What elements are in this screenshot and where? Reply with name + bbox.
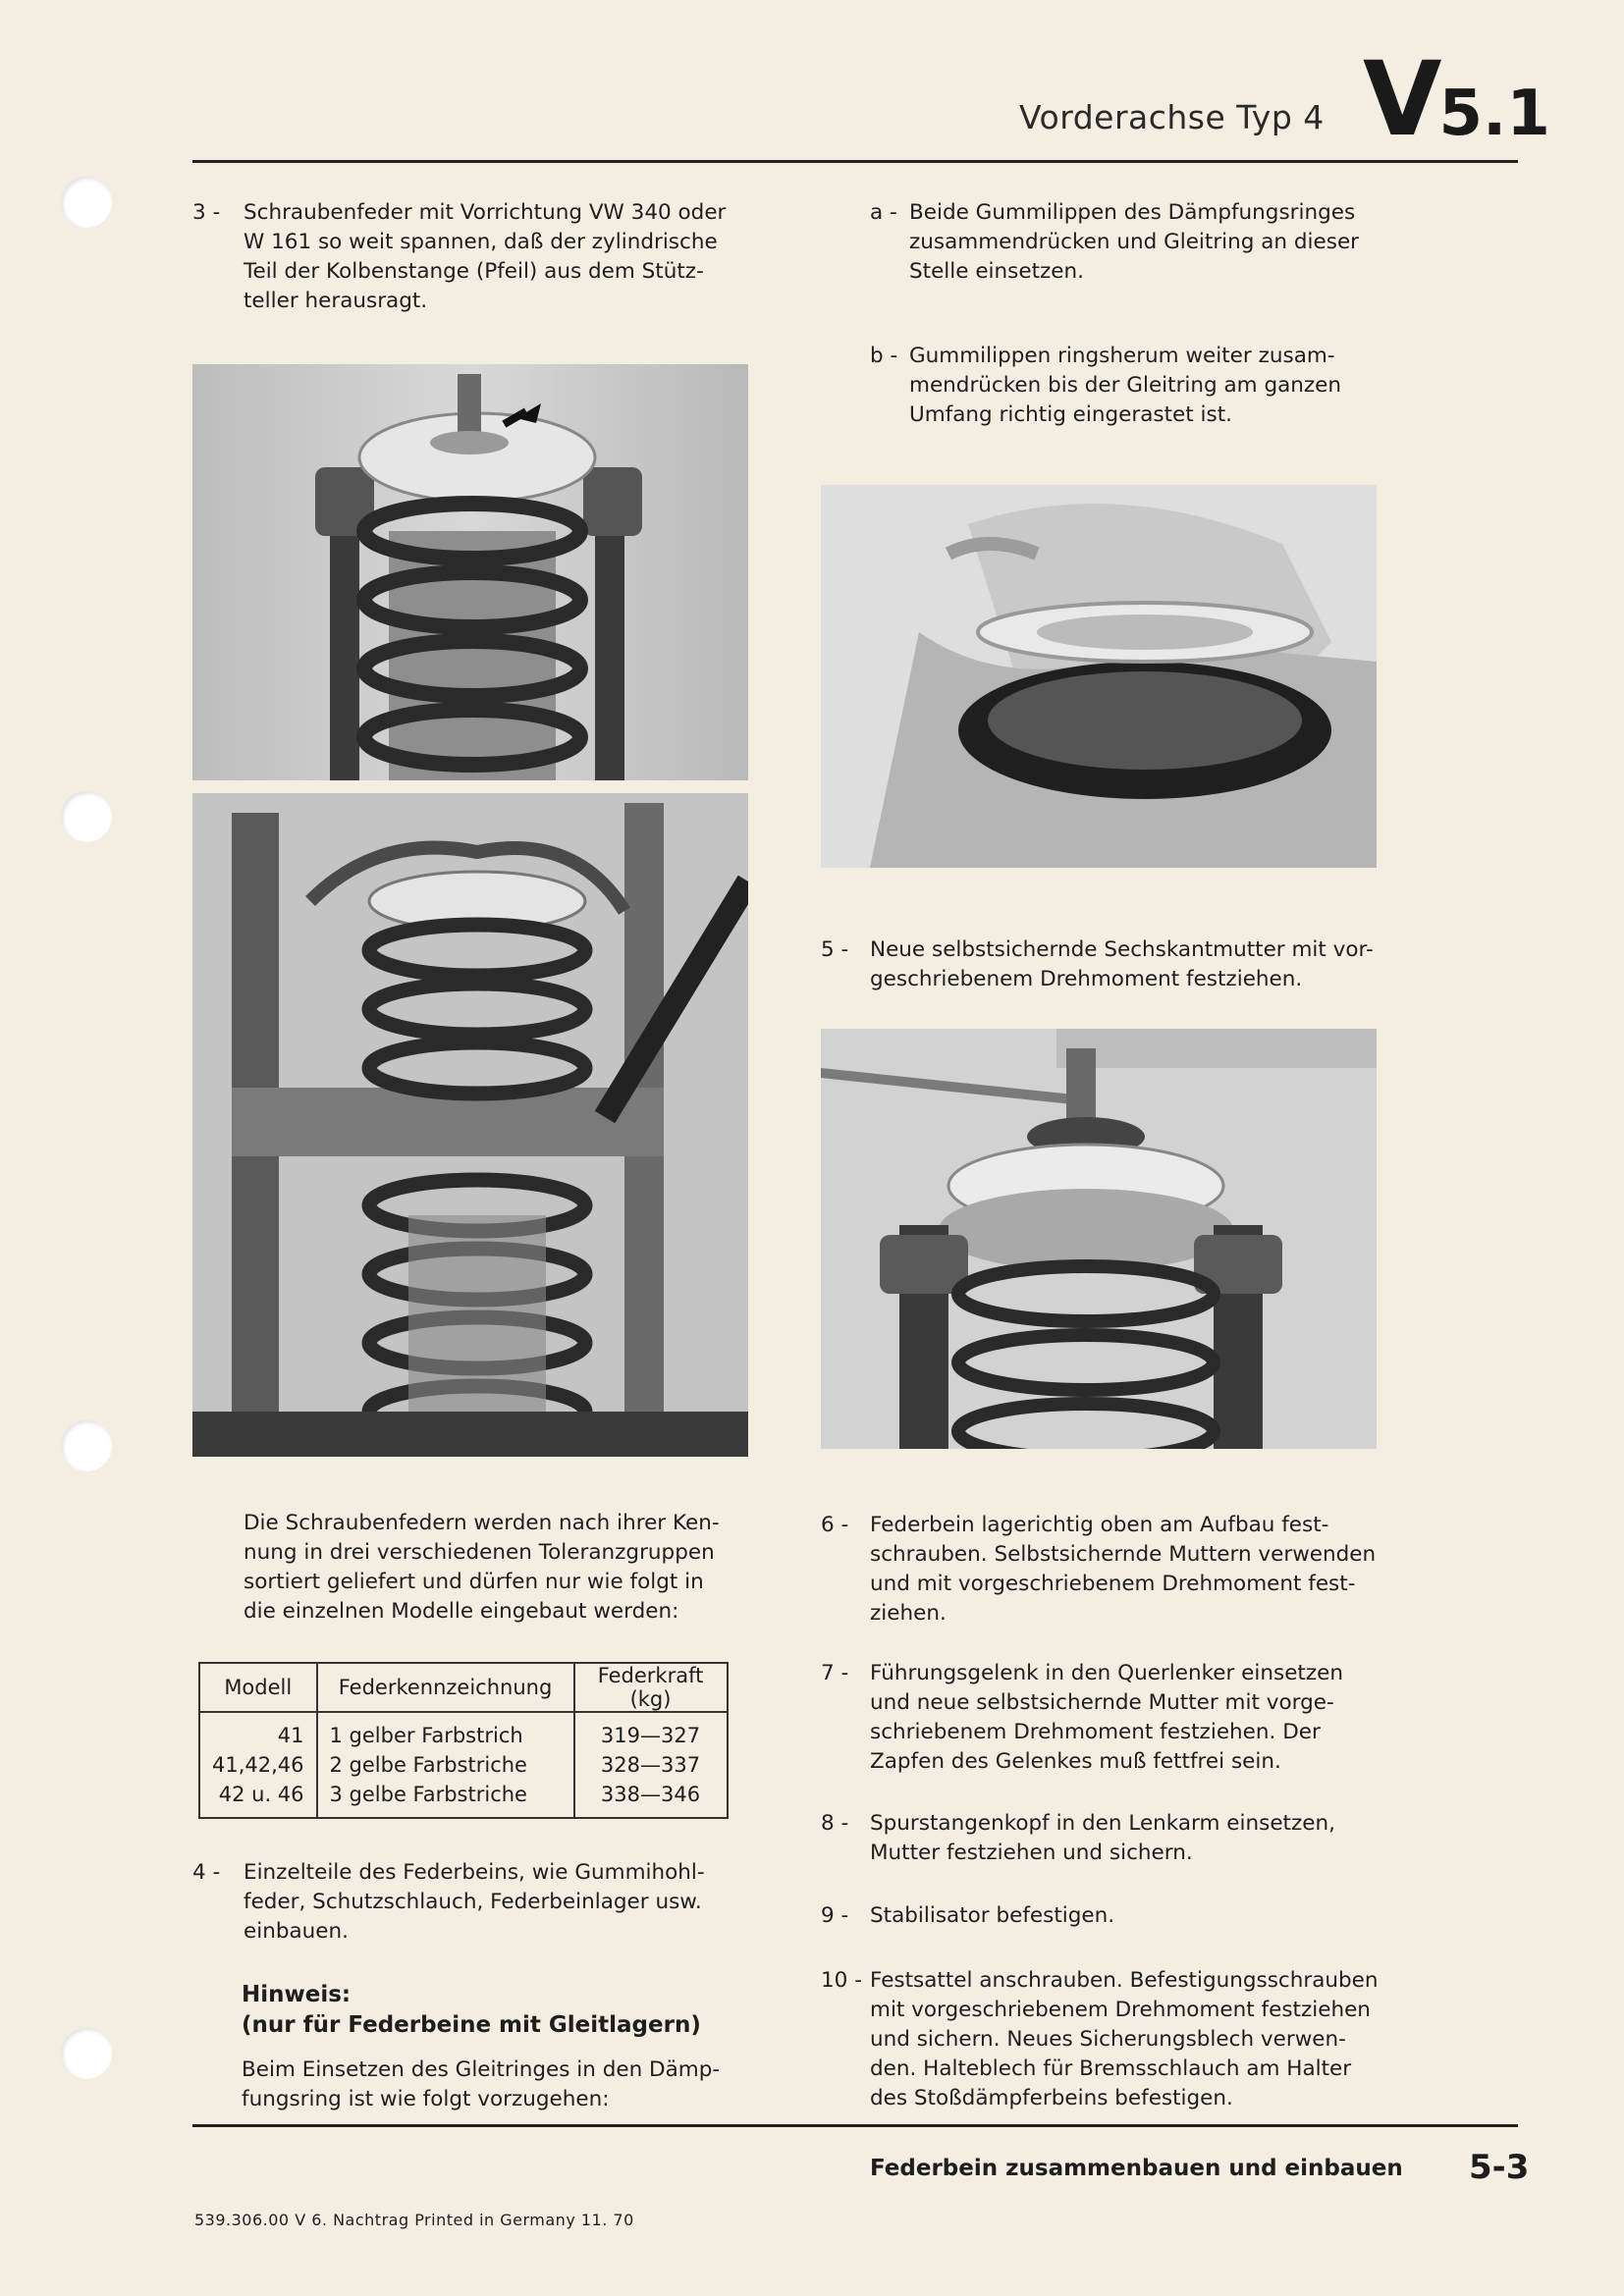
- step-line: Schraubenfeder mit Vorrichtung VW 340 oder: [244, 200, 727, 225]
- step-line: Umfang richtig eingerastet ist.: [909, 402, 1232, 427]
- note-line: Beim Einsetzen des Gleitringes in den Dämp-: [242, 2057, 721, 2082]
- note-heading: [242, 1980, 701, 2041]
- note-title: Hinweis:: [242, 1982, 352, 2007]
- header-rule: [192, 160, 1518, 163]
- column-header: Modell: [199, 1663, 317, 1712]
- intro-line: die einzelnen Modelle eingebaut werden:: [244, 1599, 679, 1624]
- model-value: 41: [277, 1724, 304, 1747]
- marking-value: 2 gelbe Farbstriche: [329, 1753, 527, 1777]
- note-subtitle: (nur für Federbeine mit Gleitlagern): [242, 2012, 701, 2038]
- step-number: a -: [870, 200, 897, 225]
- photo-spring-compressor-full: [192, 793, 748, 1457]
- intro-line: Die Schraubenfedern werden nach ihrer Ken-: [244, 1511, 720, 1535]
- step-line: und mit vorgeschriebenem Drehmoment fest-: [870, 1572, 1356, 1596]
- step-line: feder, Schutzschlauch, Federbeinlager usw.: [244, 1890, 702, 1914]
- step-number: 7 -: [821, 1661, 849, 1685]
- punch-hole: [61, 791, 112, 842]
- step-number: b -: [870, 344, 898, 368]
- step-line: Beide Gummilippen des Dämpfungsringes: [909, 200, 1356, 225]
- marking-value: 3 gelbe Farbstriche: [329, 1783, 527, 1806]
- step-line: einbauen.: [244, 1919, 349, 1944]
- step-line: und neue selbstsichernde Mutter mit vorge-: [870, 1690, 1334, 1715]
- table-cell-forces: [574, 1712, 728, 1818]
- table-cell-models: [199, 1712, 317, 1818]
- step-line: und sichern. Neues Sicherungsblech verwen-: [870, 2027, 1346, 2052]
- step-line: Gummilippen ringsherum weiter zusam-: [909, 344, 1335, 368]
- step-line: Federbein lagerichtig oben am Aufbau fest-: [870, 1513, 1329, 1537]
- step-number: 10 -: [821, 1968, 862, 1993]
- step-line: geschriebenem Drehmoment festziehen.: [870, 967, 1303, 991]
- footer-rule: [192, 2124, 1518, 2127]
- step-number: 6 -: [821, 1513, 849, 1537]
- step-line: mit vorgeschriebenem Drehmoment festziehen: [870, 1998, 1371, 2022]
- step-number: 8 -: [821, 1811, 849, 1836]
- tolerance-intro: [244, 1509, 752, 1627]
- step-line: Einzelteile des Federbeins, wie Gummihohl-: [244, 1860, 705, 1885]
- step-line: den. Halteblech für Bremsschlauch am Halter: [870, 2056, 1352, 2081]
- section-code-letter: V: [1363, 39, 1439, 159]
- step-number: 4 -: [192, 1860, 221, 1885]
- step-number: 5 -: [821, 937, 849, 962]
- step-line: Mutter festziehen und sichern.: [870, 1841, 1193, 1865]
- step-line: Führungsgelenk in den Querlenker einsetzen: [870, 1661, 1343, 1685]
- intro-line: nung in drei verschiedenen Toleranzgruppen: [244, 1540, 715, 1565]
- note-line: fungsring ist wie folgt vorzugehen:: [242, 2087, 610, 2111]
- section-code: [1363, 39, 1550, 159]
- note-text: [242, 2056, 752, 2114]
- model-value: 42 u. 46: [218, 1783, 304, 1806]
- section-title: Vorderachse Typ 4: [1019, 98, 1325, 136]
- step-line: Stabilisator befestigen.: [870, 1903, 1115, 1928]
- footer-title: Federbein zusammenbauen und einbauen: [870, 2156, 1403, 2181]
- step-line: teller herausragt.: [244, 289, 428, 313]
- step-line: Teil der Kolbenstange (Pfeil) aus dem Stütz-: [244, 259, 704, 284]
- step-number: 3 -: [192, 200, 221, 225]
- column-header: Federkennzeichnung: [317, 1663, 574, 1712]
- table-header-row: [199, 1663, 728, 1712]
- step-line: Neue selbstsichernde Sechskantmutter mit vor-: [870, 937, 1374, 962]
- page-number: 5-3: [1469, 2148, 1530, 2187]
- section-code-number: 5.1: [1438, 78, 1550, 150]
- table-cell-markings: [317, 1712, 574, 1818]
- force-value: 328—337: [600, 1753, 701, 1777]
- step-line: Spurstangenkopf in den Lenkarm einsetzen,: [870, 1811, 1335, 1836]
- step-line: schriebenem Drehmoment festziehen. Der: [870, 1720, 1321, 1744]
- spring-tolerance-table: [198, 1662, 729, 1819]
- photo-spring-compressor-top: [192, 364, 748, 780]
- step-line: schrauben. Selbstsichernde Muttern verwenden: [870, 1542, 1377, 1567]
- force-value: 319—327: [600, 1724, 701, 1747]
- table-row: [199, 1712, 728, 1818]
- step-line: zusammendrücken und Gleitring an dieser: [909, 230, 1360, 254]
- punch-hole: [61, 2028, 112, 2079]
- punch-hole: [61, 177, 112, 228]
- model-value: 41,42,46: [212, 1753, 304, 1777]
- step-line: Festsattel anschrauben. Befestigungsschrauben: [870, 1968, 1379, 1993]
- step-line: W 161 so weit spannen, daß der zylindrische: [244, 230, 718, 254]
- step-line: des Stoßdämpferbeins befestigen.: [870, 2086, 1233, 2110]
- force-value: 338—346: [600, 1783, 701, 1806]
- step-line: mendrücken bis der Gleitring am ganzen: [909, 373, 1342, 398]
- photo-slide-ring-insertion: [821, 485, 1377, 868]
- step-line: Stelle einsetzen.: [909, 259, 1084, 284]
- step-line: Zapfen des Gelenkes muß fettfrei sein.: [870, 1749, 1281, 1774]
- photo-tightening-nut: [821, 1029, 1377, 1449]
- punch-hole: [61, 1420, 112, 1471]
- marking-value: 1 gelber Farbstrich: [329, 1724, 523, 1747]
- step-line: ziehen.: [870, 1601, 947, 1626]
- imprint: 539.306.00 V 6. Nachtrag Printed in Germany 11. 70: [194, 2211, 634, 2229]
- step-number: 9 -: [821, 1903, 849, 1928]
- intro-line: sortiert geliefert und dürfen nur wie folgt in: [244, 1570, 704, 1594]
- column-header: Federkraft (kg): [574, 1663, 728, 1712]
